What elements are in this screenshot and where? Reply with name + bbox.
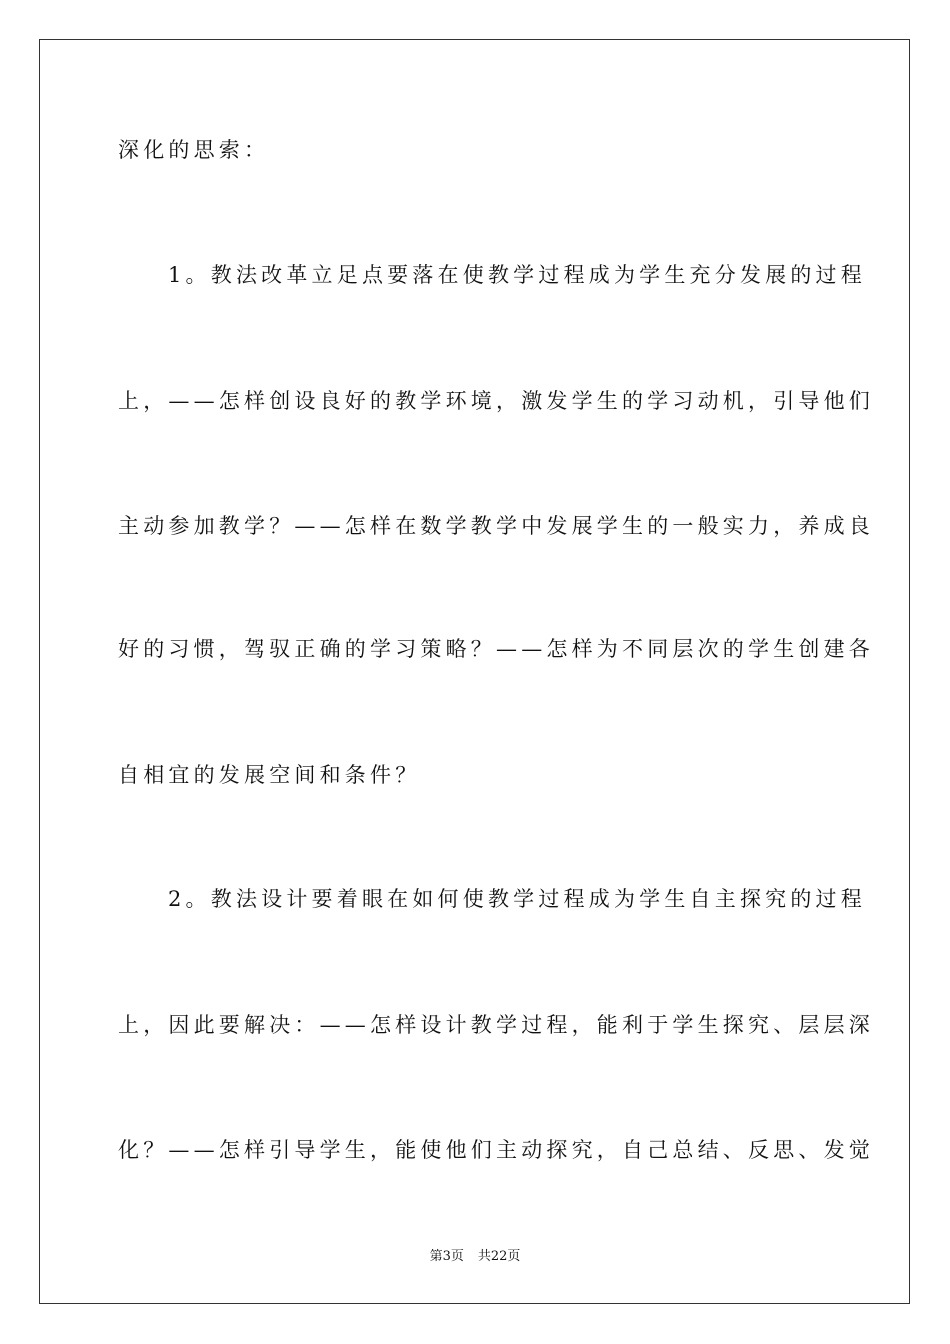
page-footer [0,1248,950,1266]
text-line: 深化的思索： [118,138,270,162]
text-line: 上，因此要解决：——怎样设计教学过程，能利于学生探究、层层深 [118,1013,874,1037]
paragraph-1-line: 1。教法改革立足点要落在使教学过程成为学生充分发展的过程 [168,263,866,287]
text-line: 上，——怎样创设良好的教学环境，激发学生的学习动机，引导他们 [118,389,874,413]
page-frame [39,39,910,1304]
paragraph-2-line: 2。教法设计要着眼在如何使教学过程成为学生自主探究的过程 [168,887,866,911]
text-line: 好的习惯，驾驭正确的学习策略？——怎样为不同层次的学生创建各 [118,637,874,661]
page-number-current: 第3页 [429,1249,464,1264]
text-line: 主动参加教学？——怎样在数学教学中发展学生的一般实力，养成良 [118,514,874,538]
page-number-total: 共22页 [477,1249,521,1264]
text-line: 自相宜的发展空间和条件？ [118,763,421,787]
text-line: 化？——怎样引导学生，能使他们主动探究，自己总结、反思、发觉 [118,1138,874,1162]
